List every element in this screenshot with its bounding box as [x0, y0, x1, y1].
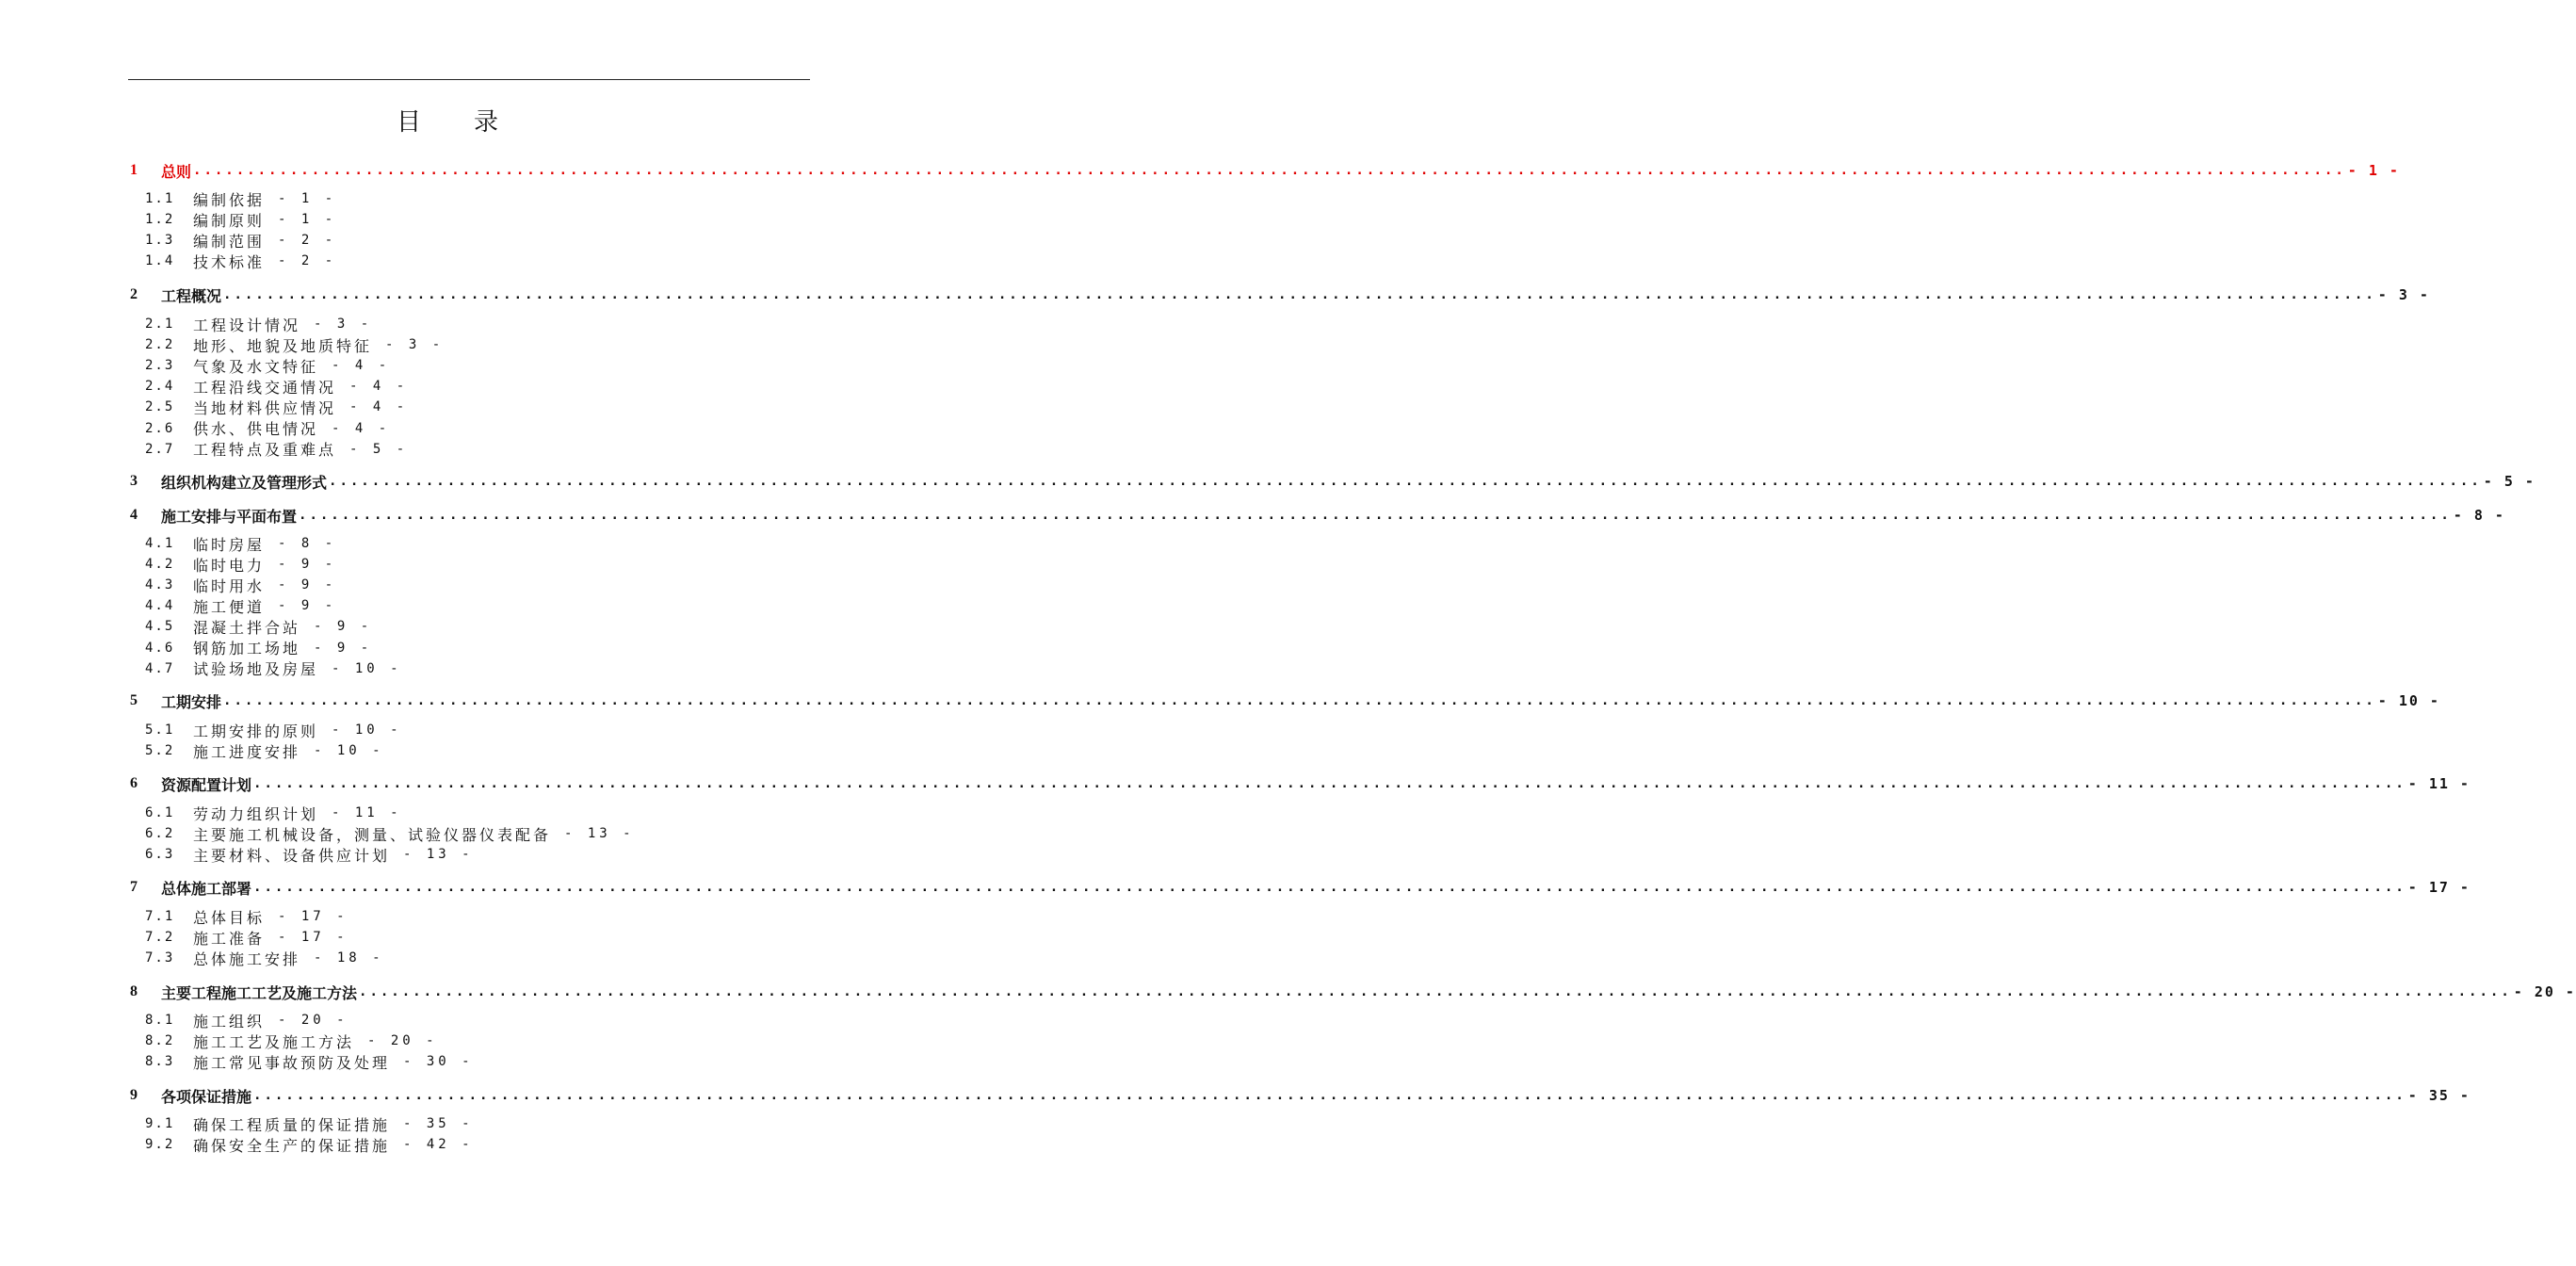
toc-item-page: - 9 - [278, 557, 337, 573]
toc-item-4-5[interactable] [145, 616, 372, 637]
toc-section-5[interactable] [130, 689, 2440, 713]
toc-item-page: - 2 - [278, 253, 337, 269]
toc-item-title: 总体施工安排 [193, 950, 301, 968]
toc-section-title: 总则 [161, 162, 192, 181]
toc-item-page: - 4 - [332, 358, 391, 374]
toc-section-number: 4 [130, 507, 138, 523]
toc-item-title: 技术标准 [193, 252, 266, 271]
toc-item-1-2[interactable] [145, 209, 336, 230]
toc-item-number: 8.2 [145, 1033, 175, 1049]
toc-item-number: 9.2 [145, 1137, 175, 1153]
toc-section-page: - 5 - [2483, 473, 2535, 490]
toc-section-7[interactable] [130, 875, 2471, 900]
toc-item-number: 6.2 [145, 826, 175, 842]
toc-item-1-4[interactable] [145, 251, 336, 271]
toc-item-8-1[interactable] [145, 1010, 348, 1031]
toc-item-number: 6.3 [145, 847, 175, 863]
toc-item-2-5[interactable] [145, 397, 408, 417]
toc-item-number: 2.6 [145, 420, 175, 436]
toc-item-number: 1.4 [145, 253, 175, 269]
toc-section-number: 8 [130, 983, 138, 999]
toc-item-title: 气象及水文特征 [193, 357, 319, 376]
toc-item-number: 4.1 [145, 536, 175, 551]
toc-section-page: - 3 - [2377, 286, 2430, 303]
toc-item-title: 当地材料供应情况 [193, 398, 337, 417]
toc-item-4-3[interactable] [145, 575, 336, 595]
toc-leader-dots: ........................................................................................................................................................................................................ [299, 508, 2452, 523]
toc-item-9-2[interactable] [145, 1134, 474, 1155]
toc-item-number: 2.2 [145, 337, 175, 353]
toc-item-title: 编制原则 [193, 211, 266, 230]
toc-section-page: - 10 - [2377, 692, 2440, 709]
toc-item-number: 8.1 [145, 1013, 175, 1028]
toc-item-number: 9.1 [145, 1116, 175, 1131]
toc-item-page: - 10 - [314, 743, 384, 759]
toc-item-title: 临时电力 [193, 556, 266, 575]
toc-item-title: 施工组织 [193, 1012, 266, 1031]
toc-item-2-1[interactable] [145, 314, 372, 334]
toc-section-title: 总体施工部署 [161, 879, 252, 898]
toc-item-title: 主要材料、设备供应计划 [193, 846, 391, 865]
toc-item-title: 地形、地貌及地质特征 [193, 336, 373, 355]
toc-item-6-3[interactable] [145, 844, 474, 865]
toc-item-title: 主要施工机械设备，测量、试验仪器仪表配备 [193, 825, 552, 844]
title-char-2: 录 [474, 108, 499, 137]
toc-item-number: 5.2 [145, 743, 175, 759]
toc-section-page: - 17 - [2407, 879, 2471, 896]
toc-item-number: 4.6 [145, 640, 175, 656]
toc-item-number: 1.2 [145, 212, 175, 228]
toc-section-9[interactable] [130, 1083, 2471, 1108]
toc-section-page: - 8 - [2453, 507, 2505, 524]
toc-item-title: 确保安全生产的保证措施 [193, 1136, 391, 1155]
toc-item-4-6[interactable] [145, 638, 372, 658]
toc-item-9-1[interactable] [145, 1113, 474, 1134]
toc-section-4[interactable] [130, 503, 2505, 528]
toc-item-number: 5.1 [145, 722, 175, 738]
toc-item-number: 2.1 [145, 316, 175, 332]
toc-item-page: - 18 - [314, 950, 384, 966]
toc-item-number: 2.7 [145, 441, 175, 457]
toc-section-6[interactable] [130, 771, 2471, 796]
toc-section-number: 2 [130, 286, 138, 302]
toc-item-4-2[interactable] [145, 554, 336, 575]
toc-section-title: 各项保证措施 [161, 1087, 252, 1106]
toc-item-page: - 4 - [332, 420, 391, 436]
toc-item-2-3[interactable] [145, 355, 390, 376]
toc-section-1[interactable] [130, 158, 2400, 183]
toc-item-page: - 5 - [349, 441, 409, 457]
toc-item-title: 施工准备 [193, 929, 266, 948]
title-char-1: 目 [396, 108, 421, 137]
toc-item-title: 劳动力组织计划 [193, 804, 319, 823]
toc-item-page: - 20 - [367, 1033, 438, 1049]
toc-section-page: - 11 - [2407, 775, 2471, 792]
toc-leader-dots: ........................................................................................................................................................................................................ [223, 287, 2376, 302]
toc-item-title: 施工工艺及施工方法 [193, 1032, 355, 1051]
toc-leader-dots: ........................................................................................................................................................................................................ [253, 880, 2406, 895]
toc-item-8-3[interactable] [145, 1051, 474, 1072]
toc-section-title: 主要工程施工工艺及施工方法 [161, 983, 358, 1002]
toc-item-page: - 4 - [349, 379, 409, 395]
toc-item-7-1[interactable] [145, 906, 348, 927]
toc-item-page: - 17 - [278, 930, 348, 946]
toc-item-page: - 9 - [278, 598, 337, 614]
toc-item-title: 编制范围 [193, 232, 266, 251]
toc-item-4-1[interactable] [145, 533, 336, 554]
toc-item-number: 4.7 [145, 660, 175, 676]
toc-section-number: 6 [130, 775, 138, 791]
page-title [0, 106, 895, 139]
toc-item-title: 施工常见事故预防及处理 [193, 1053, 391, 1072]
toc-section-title: 工期安排 [161, 692, 222, 711]
toc-item-2-6[interactable] [145, 418, 390, 439]
toc-item-title: 施工便道 [193, 597, 266, 616]
toc-item-page: - 13 - [564, 826, 635, 842]
toc-item-4-7[interactable] [145, 658, 402, 679]
toc-section-number: 1 [130, 162, 138, 178]
toc-leader-dots: ........................................................................................................................................................................................................ [223, 693, 2376, 708]
toc-item-number: 2.3 [145, 358, 175, 374]
toc-item-2-2[interactable] [145, 334, 444, 355]
toc-item-number: 4.5 [145, 619, 175, 635]
toc-item-page: - 3 - [385, 337, 445, 353]
toc-item-title: 钢筋加工场地 [193, 640, 301, 657]
toc-item-title: 工期安排的原则 [193, 722, 319, 740]
toc-item-title: 工程特点及重难点 [193, 441, 337, 460]
toc-item-6-1[interactable] [145, 803, 402, 823]
toc-item-6-2[interactable] [145, 823, 635, 844]
toc-item-page: - 11 - [332, 805, 402, 820]
toc-section-3[interactable] [130, 469, 2535, 494]
toc-item-2-4[interactable] [145, 376, 408, 397]
toc-leader-dots: ........................................................................................................................................................................................................ [329, 474, 2482, 489]
toc-item-number: 4.3 [145, 577, 175, 593]
toc-section-number: 7 [130, 879, 138, 895]
toc-item-number: 2.4 [145, 379, 175, 395]
toc-item-page: - 35 - [403, 1116, 474, 1131]
toc-item-2-7[interactable] [145, 439, 408, 460]
toc-leader-dots: ........................................................................................................................................................................................................ [359, 984, 2512, 999]
toc-item-7-2[interactable] [145, 927, 348, 948]
toc-section-title: 资源配置计划 [161, 775, 252, 794]
toc-section-page: - 1 - [2347, 162, 2400, 179]
toc-section-number: 3 [130, 473, 138, 489]
toc-item-page: - 4 - [349, 399, 409, 415]
toc-item-title: 工程沿线交通情况 [193, 378, 337, 397]
toc-item-page: - 1 - [278, 191, 337, 206]
toc-item-page: - 17 - [278, 909, 348, 924]
header-rule [128, 79, 810, 80]
toc-item-number: 7.2 [145, 930, 175, 946]
toc-item-page: - 10 - [332, 660, 402, 676]
toc-item-title: 编制依据 [193, 190, 266, 209]
toc-item-title: 临时房屋 [193, 535, 266, 554]
toc-item-number: 2.5 [145, 399, 175, 415]
toc-item-number: 4.2 [145, 557, 175, 573]
toc-item-page: - 9 - [314, 640, 373, 656]
toc-leader-dots: ........................................................................................................................................................................................................ [253, 776, 2406, 791]
toc-item-1-1[interactable] [145, 188, 336, 209]
toc-item-number: 4.4 [145, 598, 175, 614]
toc-item-number: 7.1 [145, 909, 175, 924]
toc-item-page: - 8 - [278, 536, 337, 551]
toc-item-title: 混凝土拌合站 [193, 618, 301, 637]
toc-item-number: 6.1 [145, 805, 175, 820]
toc-item-title: 供水、供电情况 [193, 420, 319, 438]
toc-item-8-2[interactable] [145, 1031, 438, 1051]
toc-section-number: 9 [130, 1087, 138, 1103]
toc-item-7-3[interactable] [145, 948, 384, 968]
toc-item-number: 1.1 [145, 191, 175, 206]
toc-leader-dots: ........................................................................................................................................................................................................ [253, 1088, 2406, 1103]
toc-item-page: - 1 - [278, 212, 337, 228]
toc-section-2[interactable] [130, 283, 2430, 307]
toc-item-page: - 2 - [278, 233, 337, 249]
toc-section-8[interactable] [130, 980, 2576, 1004]
toc-item-page: - 3 - [314, 316, 373, 332]
toc-item-title: 确保工程质量的保证措施 [193, 1115, 391, 1134]
toc-item-page: - 13 - [403, 847, 474, 863]
toc-item-5-1[interactable] [145, 720, 402, 740]
toc-item-title: 施工进度安排 [193, 742, 301, 761]
toc-section-page: - 35 - [2407, 1087, 2471, 1104]
toc-item-page: - 20 - [278, 1013, 348, 1028]
toc-item-number: 8.3 [145, 1054, 175, 1070]
toc-item-title: 工程设计情况 [193, 316, 301, 334]
toc-item-page: - 9 - [278, 577, 337, 593]
toc-item-1-3[interactable] [145, 230, 336, 251]
toc-item-title: 总体目标 [193, 908, 266, 927]
toc-item-page: - 42 - [403, 1137, 474, 1153]
toc-item-title: 试验场地及房屋 [193, 660, 319, 679]
toc-section-title: 组织机构建立及管理形式 [161, 473, 328, 492]
toc-item-title: 临时用水 [193, 576, 266, 595]
toc-item-4-4[interactable] [145, 595, 336, 616]
toc-item-page: - 9 - [314, 619, 373, 635]
toc-section-page: - 20 - [2513, 983, 2576, 1000]
toc-item-page: - 10 - [332, 722, 402, 738]
toc-item-5-2[interactable] [145, 740, 384, 761]
toc-item-number: 1.3 [145, 233, 175, 249]
toc-section-title: 施工安排与平面布置 [161, 507, 298, 526]
toc-section-title: 工程概况 [161, 286, 222, 305]
toc-leader-dots: ........................................................................................................................................................................................................ [193, 163, 2346, 178]
toc-item-page: - 30 - [403, 1054, 474, 1070]
toc-section-number: 5 [130, 692, 138, 708]
toc-item-number: 7.3 [145, 950, 175, 966]
